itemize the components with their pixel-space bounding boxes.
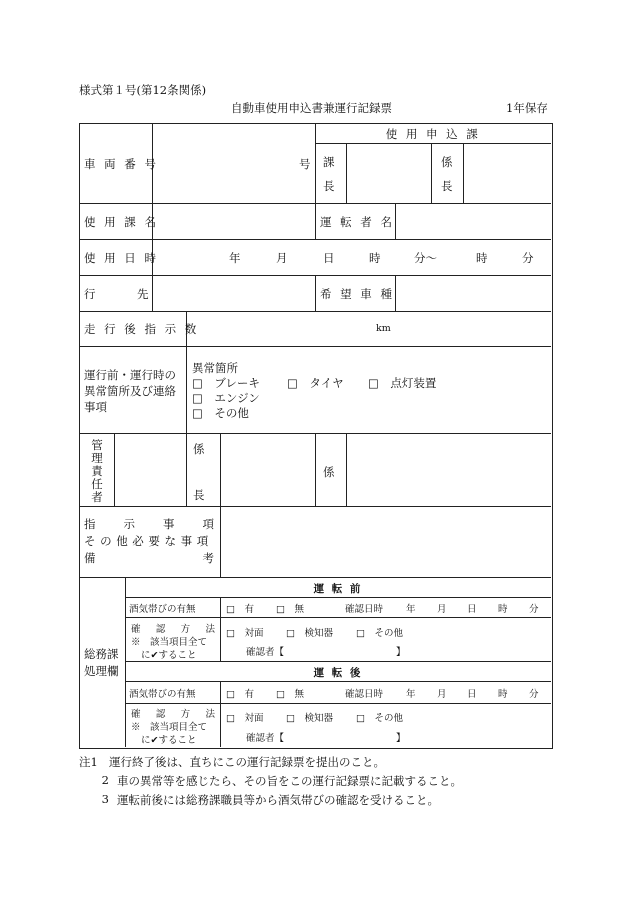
manager-char: 責: [91, 464, 103, 478]
confirmer-label: 確認者【: [246, 733, 285, 744]
instruction-char: 事: [163, 517, 175, 531]
method-other-checkbox[interactable]: □ その他: [356, 713, 403, 724]
confirmer-field[interactable]: [296, 728, 394, 744]
confirmer-field[interactable]: [296, 642, 394, 658]
destination-field[interactable]: [152, 275, 315, 311]
note-2: [79, 773, 462, 789]
cho-label: 長: [193, 488, 205, 502]
grid-line: [431, 143, 432, 203]
grid-line: [79, 239, 551, 240]
soumu-label-line: 総務課: [84, 647, 119, 661]
instruction-char: 備: [84, 551, 96, 565]
kakari-label: 係: [441, 155, 453, 169]
checkbox-label: タイヤ: [309, 376, 344, 390]
kakari-label-2: 係: [323, 465, 335, 479]
checkbox-label: 検知器: [304, 713, 333, 724]
method-label: [131, 706, 215, 720]
note-text: 車の異常等を感じたら、その旨をこの運行記録票に記載すること。: [117, 774, 462, 788]
checkbox-tire[interactable]: □ タイヤ: [287, 376, 344, 390]
ka-label: 課: [323, 155, 335, 169]
manager-stamp-field[interactable]: [114, 433, 186, 506]
checkbox-label: 対面: [244, 713, 264, 724]
grid-line: [125, 577, 126, 747]
page-title: 自動車使用申込書兼運行記録票: [231, 101, 392, 115]
instruction-char: 示: [123, 517, 135, 531]
method-char: 法: [205, 709, 215, 720]
confirm-datetime-label: 確認日時: [345, 604, 384, 615]
odometer-label: 走 行 後 指 示 数: [84, 322, 199, 336]
confirm-month: 月: [437, 689, 447, 700]
soumu-label: [84, 646, 119, 680]
date-year: 年: [229, 251, 241, 265]
date-hour-to: 時: [476, 251, 488, 265]
method-char: 認: [155, 624, 166, 635]
grid-line: [315, 433, 316, 506]
checkbox-engine[interactable]: □ エンジン: [192, 391, 260, 405]
go-label: 号: [299, 157, 311, 171]
grid-line: [220, 597, 221, 661]
abnormal-label-line: 運行前・運行時の: [84, 368, 176, 382]
kakari-cho-stamp-field[interactable]: [463, 143, 551, 203]
alcohol-label: 酒気帯びの有無: [129, 604, 196, 615]
checkbox-label: エンジン: [214, 391, 260, 405]
grid-line: [125, 661, 551, 662]
cho-label: 長: [323, 179, 335, 193]
grid-line: [79, 346, 551, 347]
use-datetime-label: 使 用 日 時: [84, 251, 159, 265]
method-face-checkbox[interactable]: □ 対面: [226, 628, 264, 639]
checkbox-brake[interactable]: □ ブレーキ: [192, 376, 260, 390]
note-number: 注1: [79, 755, 98, 769]
checkbox-label: ブレーキ: [214, 376, 260, 390]
confirm-year: 年: [406, 689, 416, 700]
manager-char: 者: [91, 490, 103, 504]
confirm-minute: 分: [529, 689, 539, 700]
method-char: 認: [155, 709, 166, 720]
driver-name-field[interactable]: [395, 203, 551, 239]
soumu-label-line: 処理欄: [84, 664, 119, 678]
abnormal-heading: 異常箇所: [192, 361, 238, 375]
abnormal-label: [84, 367, 176, 415]
confirm-day: 日: [467, 604, 477, 615]
abnormal-label-line: 事項: [84, 400, 107, 414]
checkbox-label: その他: [214, 406, 249, 420]
method-char: 確: [131, 709, 141, 720]
confirmer-close: 】: [396, 733, 406, 744]
applicant-dept-header: 使 用 申 込 課: [385, 127, 481, 141]
checkbox-label: 有: [244, 604, 254, 615]
abnormal-label-line: 異常箇所及び連絡: [84, 384, 176, 398]
method-detector-checkbox[interactable]: □ 検知器: [286, 713, 333, 724]
checkbox-label: 検知器: [304, 628, 333, 639]
method-note-1: ※ 該当項目全て: [131, 637, 208, 648]
form-number: 様式第１号(第12条関係): [79, 83, 207, 97]
method-char: 法: [205, 624, 215, 635]
grid-line: [125, 617, 551, 618]
note-3: [79, 792, 439, 808]
instruction-char: 項: [202, 517, 214, 531]
method-note-1: ※ 該当項目全て: [131, 722, 208, 733]
checkbox-label: 対面: [244, 628, 264, 639]
date-minute-to: 分: [522, 251, 534, 265]
checkbox-label: 無: [294, 604, 304, 615]
checkbox-label: その他: [374, 713, 403, 724]
confirmer-close: 】: [396, 647, 406, 658]
confirm-year: 年: [406, 604, 416, 615]
vehicle-number-label: 車 両 番 号: [84, 157, 159, 171]
method-note-2: に✔すること: [141, 735, 197, 746]
confirmer-label: 確認者【: [246, 647, 285, 658]
date-hour: 時: [369, 251, 381, 265]
alcohol-no-checkbox[interactable]: □ 無: [276, 604, 304, 615]
method-note-2: に✔すること: [141, 650, 197, 661]
grid-line: [79, 311, 551, 312]
note-text: 運転前後には総務課職員等から酒気帯びの確認を受けること。: [117, 793, 439, 807]
confirm-minute: 分: [529, 604, 539, 615]
grid-line: [220, 681, 221, 747]
confirm-month: 月: [437, 604, 447, 615]
vehicle-type-field[interactable]: [395, 275, 551, 311]
vehicle-type-label: 希 望 車 種: [320, 287, 395, 301]
manager-char: 理: [91, 451, 103, 465]
note-1: [79, 754, 385, 770]
confirm-datetime-label: 確認日時: [345, 689, 384, 700]
driver-name-label: 運 転 者 名: [320, 215, 395, 229]
method-char: 方: [180, 624, 191, 635]
ka-cho-stamp-field[interactable]: [346, 143, 431, 203]
method-other-checkbox[interactable]: □ その他: [356, 628, 403, 639]
after-driving-header: 運 転 後: [313, 667, 363, 679]
date-day: 日: [323, 251, 335, 265]
grid-line: [125, 597, 551, 598]
instruction-char: 考: [202, 551, 214, 565]
instruction-line-1: [84, 516, 214, 532]
checkbox-label: 点灯装置: [390, 376, 437, 390]
instruction-line-2: その他必要な事項: [84, 534, 213, 548]
using-dept-label: 使 用 課 名: [84, 215, 159, 229]
checkbox-label: 有: [244, 689, 254, 700]
method-face-checkbox[interactable]: □ 対面: [226, 713, 264, 724]
grid-line: [186, 433, 187, 506]
kakari-cho-stamp-field[interactable]: [220, 433, 315, 506]
alcohol-no-checkbox[interactable]: □ 無: [276, 689, 304, 700]
retention-period: 1年保存: [506, 101, 548, 115]
odometer-unit: km: [376, 323, 391, 334]
confirm-hour: 時: [498, 604, 508, 615]
note-number: 2: [101, 773, 109, 787]
method-detector-checkbox[interactable]: □ 検知器: [286, 628, 333, 639]
alcohol-yes-checkbox[interactable]: □ 有: [226, 604, 254, 615]
alcohol-label: 酒気帯びの有無: [129, 689, 196, 700]
manager-char: 管: [91, 438, 103, 452]
alcohol-yes-checkbox[interactable]: □ 有: [226, 689, 254, 700]
instruction-field[interactable]: [220, 506, 551, 577]
grid-line: [315, 275, 316, 311]
grid-line: [125, 703, 551, 704]
checkbox-label: 無: [294, 689, 304, 700]
checkbox-other[interactable]: □ その他: [192, 406, 249, 420]
manager-char: 任: [91, 477, 103, 491]
instruction-char: 指: [84, 517, 96, 531]
vehicle-number-field[interactable]: [152, 123, 315, 203]
instruction-line-3: [84, 550, 214, 566]
kakari-cho-label: 長: [441, 179, 453, 193]
kakari-stamp-field[interactable]: [346, 433, 551, 506]
note-text: 運行終了後は、直ちにこの運行記録票を提出のこと。: [109, 755, 385, 769]
checkbox-lights[interactable]: □ 点灯装置: [368, 376, 437, 390]
grid-line: [79, 577, 551, 578]
grid-line: [125, 681, 551, 682]
confirm-hour: 時: [498, 689, 508, 700]
destination-label-a: 行: [84, 287, 96, 301]
method-char: 確: [131, 624, 141, 635]
kakari-label: 係: [193, 442, 205, 456]
destination-label-b: 先: [137, 287, 149, 301]
before-driving-header: 運 転 前: [313, 583, 363, 595]
method-label: [131, 621, 215, 635]
date-month: 月: [276, 251, 288, 265]
confirm-day: 日: [467, 689, 477, 700]
method-char: 方: [180, 709, 191, 720]
manager-label: [90, 439, 104, 504]
date-minute-from: 分〜: [414, 251, 437, 265]
using-dept-field[interactable]: [152, 203, 315, 239]
checkbox-label: その他: [374, 628, 403, 639]
note-number: 3: [101, 792, 109, 806]
